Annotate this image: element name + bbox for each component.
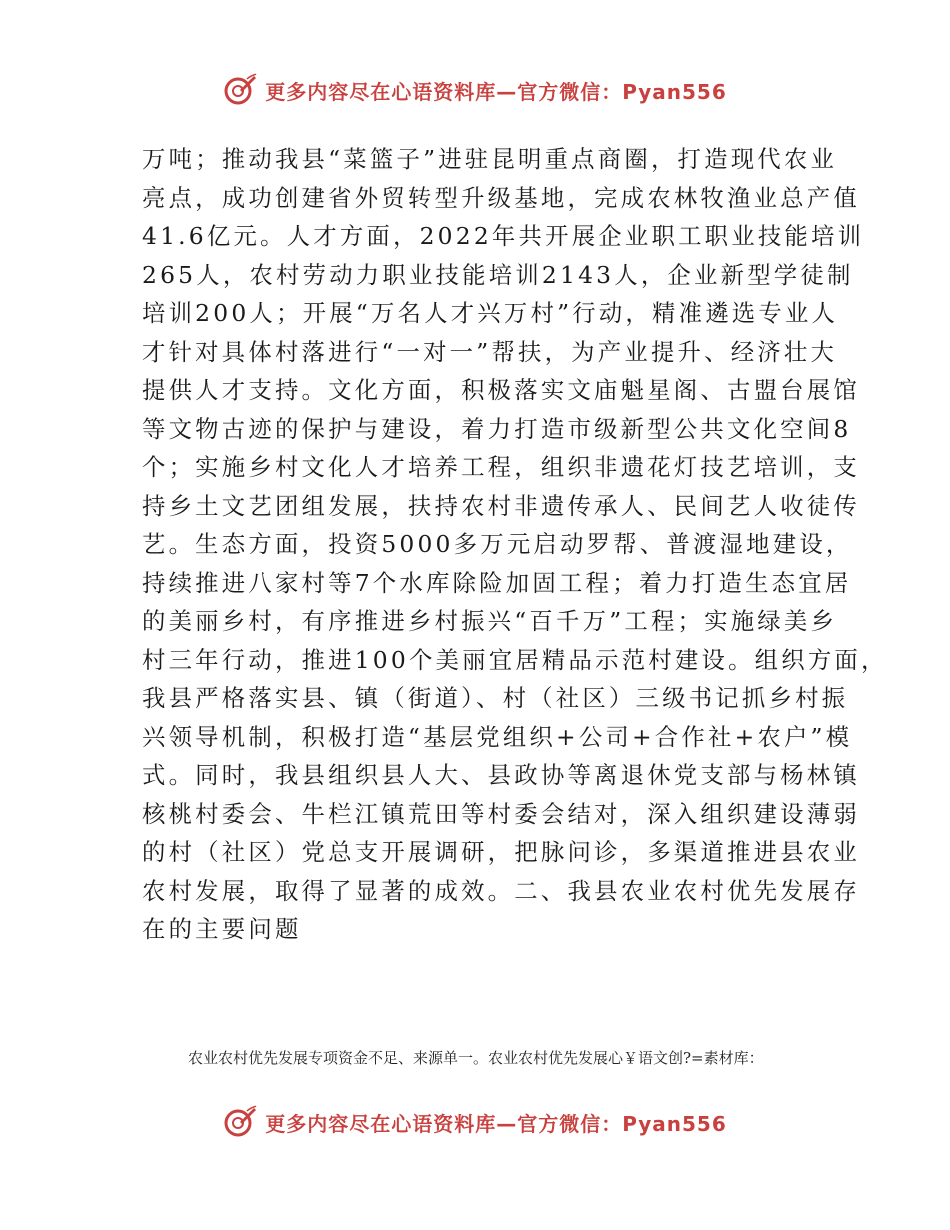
pen-circle-logo-icon [223, 1105, 257, 1139]
body-line: 提供人才支持。文化方面，积极落实文庙魁星阁、古盟台展馆 [142, 376, 860, 404]
body-line: 培训200人；开展“万名人才兴万村”行动，精准遴选专业人 [142, 299, 839, 327]
body-line: 等文物古迹的保护与建设，着力打造市级新型公共文化空间8 [142, 414, 852, 443]
body-line: 才针对具体村落进行“一对一”帮扶，为产业提升、经济壮大 [142, 337, 838, 366]
footnote-text: 农业农村优先发展专项资金不足、来源单一。农业农村优先发展心￥语文创?=素材库： [188, 1049, 764, 1067]
body-line: 式。同时，我县组织县人大、县政协等离退休党支部与杨林镇 [142, 761, 860, 789]
body-line: 兴领导机制，积极打造“基层党组织+公司+合作社+农户”模 [142, 722, 853, 751]
body-line: 持续推进八家村等7个水库除险加固工程；着力打造生态宜居 [142, 568, 852, 597]
body-line: 亮点，成功创建省外贸转型升级基地，完成农林牧渔业总产值 [142, 183, 860, 212]
body-line: 艺。生态方面，投资5000多万元启动罗帮、普渡湿地建设， [142, 530, 853, 558]
body-line: 持乡土文艺团组发展，扶持农村非遗传承人、民间艺人收徒传 [142, 491, 860, 520]
body-line: 核桃村委会、牛栏江镇荒田等村委会结对，深入组织建设薄弱 [142, 799, 860, 828]
body-line: 万吨；推动我县“菜篮子”进驻昆明重点商圈，打造现代农业 [142, 145, 838, 173]
body-paragraph [142, 140, 888, 949]
header-banner-text: 更多内容尽在心语资料库—官方微信：Pyan556 [265, 79, 727, 104]
body-line: 个；实施乡村文化人才培养工程，组织非遗花灯技艺培训，支 [142, 453, 860, 481]
header-banner [0, 68, 950, 112]
body-line: 41.6亿元。人才方面，2022年共开展企业职工职业技能培训 [142, 222, 865, 250]
body-line: 我县严格落实县、镇（街道）、村（社区）三级书记抓乡村振 [142, 684, 849, 712]
footer-banner [0, 1100, 950, 1144]
body-line: 的美丽乡村，有序推进乡村振兴“百千万”工程；实施绿美乡 [142, 607, 838, 635]
footer-banner-text: 更多内容尽在心语资料库—官方微信：Pyan556 [265, 1111, 727, 1136]
body-line: 在的主要问题 [142, 915, 302, 943]
body-line: 265人，农村劳动力职业技能培训2143人，企业新型学徒制 [142, 260, 854, 289]
body-line: 村三年行动，推进100个美丽宜居精品示范村建设。组织方面， [142, 645, 888, 674]
body-line: 的村（社区）党总支开展调研，把脉问诊，多渠道推进县农业 [142, 838, 860, 866]
body-line: 农村发展，取得了显著的成效。二、我县农业农村优先发展存 [142, 876, 860, 905]
pen-circle-logo-icon [223, 73, 257, 107]
